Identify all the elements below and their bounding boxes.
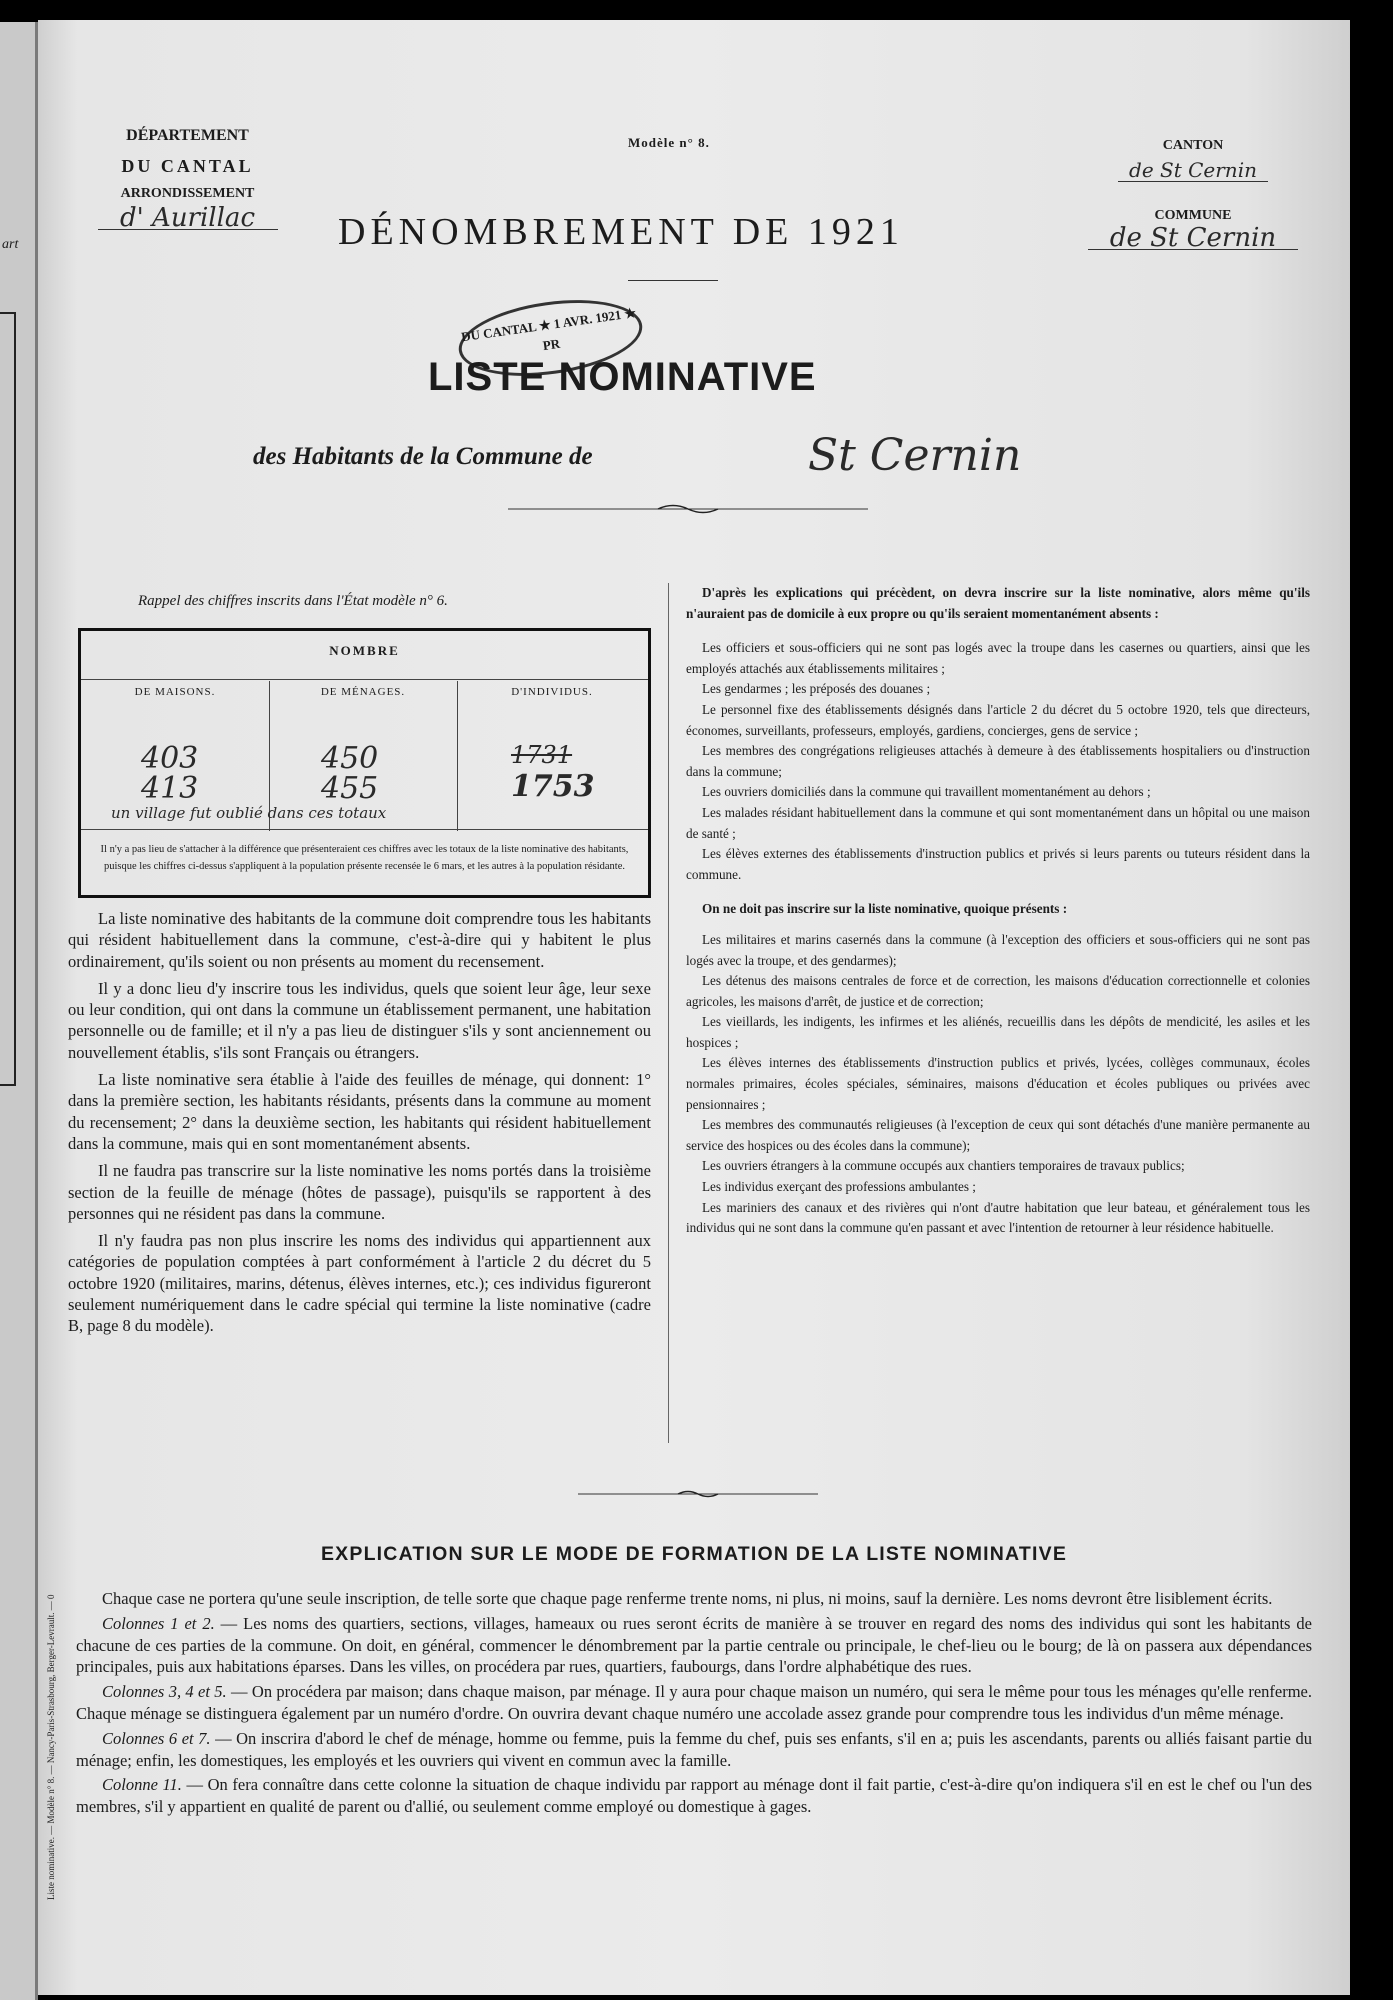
exclude-item: Les vieillards, les indigents, les infirmes et les aliénés, recueillis dans les dépôts de mendicité, les asiles et les hospices ; [686, 1014, 1310, 1050]
include-item: Les élèves externes des établissements d'instruction publics et privés si leurs parents ou tuteurs résident dans la commune. [686, 846, 1310, 882]
previous-page-fragment: art [2, 237, 19, 252]
commune-label: COMMUNE [1154, 208, 1232, 223]
include-item: Le personnel fixe des établissements désignés dans l'article 2 du décret du 5 octobre 1920, tels que directeurs, économes, surveillants, professeurs, employés, gardiens, concierges, gens de service ; [686, 701, 1310, 738]
arrival-stamp: DU CANTAL ★ 1 AVR. 1921 ★ PR [454, 289, 647, 386]
exclude-item: Les militaires et marins casernés dans la commune (à l'exception des officiers et sous-officiers qui ne sont pas logés avec la troupe, et des gendarmes); [686, 931, 1310, 968]
include-item: Les membres des congrégations religieuses attachés à demeure à des établissements hospitaliers ou d'instruction dans la commune; [686, 743, 1310, 779]
include-item: Les officiers et sous-officiers qui ne sont pas logés avec la troupe dans les casernes ou quartiers, ainsi que les employés attachés aux établissements militaires ; [686, 640, 1310, 676]
explanation-text [76, 1588, 1312, 1821]
menages-corrected: 455 [321, 771, 379, 806]
menages-value: 450 [321, 741, 379, 776]
exclude-item: Les mariniers des canaux et des rivières qui n'ont d'autre habitation que leur bateau, et généralement tous les individus qui ne sont dans la commune qu'en passant et avec l'intention de retourner à leur résidence habituelle. [686, 1199, 1310, 1236]
explanation-title: EXPLICATION SUR LE MODE DE FORMATION DE LA LISTE NOMINATIVE [320, 1543, 1068, 1565]
arrondissement-label: ARRONDISSEMENT [120, 186, 255, 201]
table-nombre-header: NOMBRE [329, 643, 400, 658]
page-title: DÉNOMBREMENT DE 1921 [338, 211, 904, 253]
departement-block [80, 125, 295, 233]
individus-value: 1731 [511, 741, 573, 769]
explanation-paragraph: Colonne 11. — On fera connaître dans cette colonne la situation de chaque individu par rapport au ménage dont il fait partie, c'est-à-dire qu'on indiquera s'il en est le chef ou l'un des membres, s'il y appartient en qualité de parent ou d'allié, ou seulement comme employé ou domestique à gages. [76, 1775, 1312, 1817]
departement-value: DU CANTAL [121, 156, 254, 176]
maisons-corrected: 413 [141, 771, 199, 806]
printer-imprint: Liste nominative. — Modèle n° 8. — Nancy-Paris-Strasbourg, Berger-Levrault. — 0 [46, 1594, 56, 1900]
explanation-paragraph: Colonnes 3, 4 et 5. — On procédera par maison; dans chaque maison, par ménage. Il y aura pour chaque maison un numéro, qui sera le même pour tous les ménages qu'elle renferme. Chaque ménage se distinguera également par un numéro d'ordre. On ouvrira devant chaque numéro une accolade assez grande pour comprendre tous les individus d'un même ménage. [76, 1682, 1312, 1723]
left-paragraph: La liste nominative des habitants de la commune doit comprendre tous les habitants qui résident habituellement dans la commune, c'est-à-dire qui y habitent le plus ordinairement, qu'ils soient ou non présents au moment du recensement. [68, 909, 651, 971]
header-individus: D'INDIVIDUS. [511, 686, 593, 698]
subtitle: des Habitants de la Commune de [253, 443, 593, 470]
exclude-item: Les individus exerçant des professions ambulantes ; [702, 1179, 976, 1195]
previous-page-frame [0, 312, 16, 1086]
inclusion-intro: D'après les explications qui précèdent, on devra inscrire sur la liste nominative, alors même qu'ils n'auraient pas de domicile à eux propre ou qu'ils seraient momentanément absents : [686, 585, 1310, 621]
liste-nominative-title: LISTE NOMINATIVE [428, 355, 817, 399]
explanation-paragraph: Chaque case ne portera qu'une seule inscription, de telle sorte que chaque page renferme trente noms, ni plus, ni moins, sauf la dernière. Les noms devront être lisiblement écrits. [102, 1589, 1273, 1608]
include-item: Les malades résidant habituellement dans la commune et qui sont momentanément dans un hôpital ou une maison de santé ; [686, 804, 1310, 841]
exclude-item: Les élèves internes des établissements d'instruction publics et privés, lycées, collèges communaux, écoles normales primaires, écoles spéciales, séminaires, maisons d'éducation et écoles publiques ou privées avec pensionnaires ; [686, 1055, 1310, 1112]
include-item: Les ouvriers domiciliés dans la commune qui travaillent momentanément au dehors ; [702, 784, 1151, 800]
rappel-caption: Rappel des chiffres inscrits dans l'État modèle n° 6. [138, 593, 448, 609]
header-menages: DE MÉNAGES. [320, 686, 406, 698]
explanation-paragraph: Colonnes 1 et 2. — Les noms des quartiers, sections, villages, hameaux ou rues seront écrits de manière à se trouver en regard des noms des individus qui sont les habitants de chacune de ces parties de la commune. On doit, en général, commencer le dénombrement par la partie centrale ou principale, le chef-lieu ou le bourg; de là on passera aux dépendances principales, puis aux habitations éparses. Dans les villes, on procédera par rues, quartiers, faubourgs, dans l'ordre alphabétique des rues. [76, 1613, 1312, 1677]
handwritten-note: un village fut oublié dans ces totaux [111, 804, 387, 822]
canton-label: CANTON [1162, 138, 1224, 153]
previous-page-edge [0, 22, 38, 2000]
left-paragraph: Il n'y faudra pas non plus inscrire les noms des individus qui appartiennent aux catégories de population comptées à part conformément à l'article 2 du décret du 5 octobre 1920 (militaires, marins, détenus, élèves internes, etc.); ces individus figureront seulement numériquement dans le cadre spécial qui termine la liste nominative (cadre B, page 8 du modèle). [68, 1231, 651, 1336]
header-maisons: DE MAISONS. [134, 686, 216, 698]
census-sheet [38, 20, 1350, 1995]
title-rule [628, 280, 718, 281]
arrondissement-value: d' Aurillac [98, 207, 278, 230]
canton-commune-block [1058, 135, 1328, 254]
canton-value: de St Cernin [1118, 159, 1268, 182]
left-paragraph: La liste nominative sera établie à l'aide des feuilles de ménage, qui donnent: 1° dans la première section, les habitants résidants, présents dans la commune au moment du recensement; 2° dans la deuxième section, les habitants qui résident habituellement dans la commune, mais qui en sont momentanément absents. [68, 1070, 651, 1153]
title-ornament [508, 502, 868, 516]
maisons-value: 403 [141, 741, 199, 776]
table-footnote: Il n'y a pas lieu de s'attacher à la différence que présenteraient ces chiffres avec les totaux de la liste nominative des habitants, puisque les chiffres ci-dessus s'appliquent à la population présente recensée le 6 mars, et les autres à la population résidante. [100, 844, 629, 872]
individus-corrected: 1753 [511, 769, 595, 804]
exclude-item: Les membres des communautés religieuses (à l'exception de ceux qui sont détachés d'une manière permanente au service des hospices ou des écoles dans la commune); [686, 1117, 1310, 1153]
model-number: Modèle n° 8. [628, 135, 710, 150]
column-divider [668, 583, 669, 1443]
exclude-item: Les détenus des maisons centrales de force et de correction, les maisons d'éducation correctionnelle et colonies agricoles, les maisons d'arrêt, de justice et de correction; [686, 973, 1310, 1009]
include-item: Les gendarmes ; les préposés des douanes ; [702, 681, 931, 697]
left-paragraph: Il ne faudra pas transcrire sur la liste nominative les noms portés dans la troisième section de la feuille de ménage (hôtes de passage), puisqu'ils se rapportent à des personnes qui ne résident pas dans la commune. [68, 1161, 651, 1223]
left-column-text [68, 908, 651, 1343]
exclusion-lead: On ne doit pas inscrire sur la liste nominative, quoique présents : [702, 901, 1068, 917]
explanation-paragraph: Colonnes 6 et 7. — On inscrira d'abord le chef de ménage, homme ou femme, puis la femme du chef, puis ses enfants, s'il en a; puis les ascendants, parents ou alliés faisant partie du ménage; enfin, les domestiques, les employés et les ouvriers qui vivent en commun avec la famille. [76, 1728, 1312, 1770]
right-column-text [686, 583, 1310, 1239]
commune-handwritten: St Cernin [808, 430, 1022, 481]
section-ornament [578, 1488, 818, 1500]
exclude-item: Les ouvriers étrangers à la commune occupés aux chantiers temporaires de travaux publics; [702, 1158, 1185, 1174]
commune-value: de St Cernin [1088, 227, 1298, 250]
counts-table [78, 628, 651, 898]
departement-label: DÉPARTEMENT [126, 127, 249, 144]
left-paragraph: Il y a donc lieu d'y inscrire tous les individus, quels que soient leur âge, leur sexe ou leur condition, qui ont dans la commune un établissement permanent, une habitation personnelle ou de famille; et il n'y a pas lieu de distinguer s'ils y sont anciennement ou nouvellement établis, s'ils sont Français ou étrangers. [68, 978, 651, 1062]
